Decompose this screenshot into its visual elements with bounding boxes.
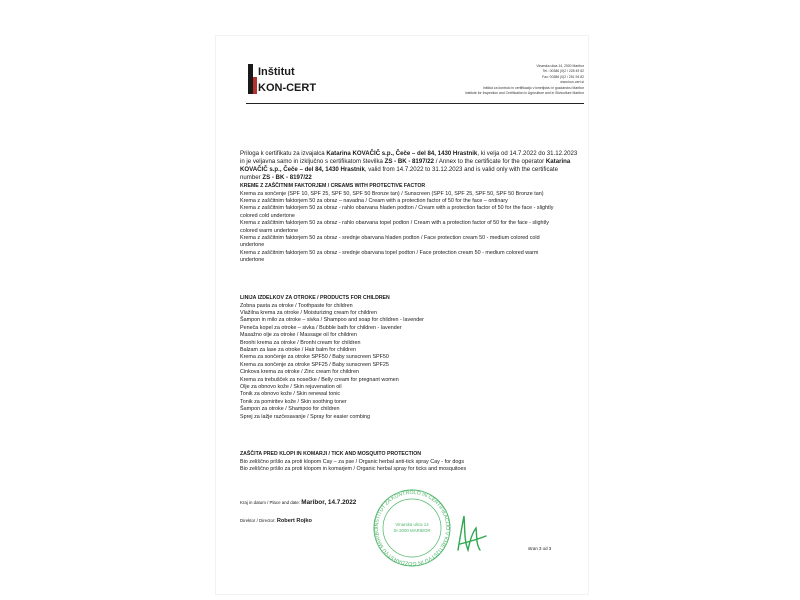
list-item: Krema z zaščitnim faktorjem 50 za obraz - srednje obarvana hladen podton / Face protection cream 50 - medium colored cold undertone xyxy=(240,234,540,249)
list-item: Krema z zaščitnim faktorjem 50 za obraz - rahlo obarvana hladen podton / Cream with a protection factor of 50 for the face - slightly colored cold undertone xyxy=(240,205,554,219)
intro-en-prefix: Annex to the certificate for the operator xyxy=(438,158,546,165)
list-item: Balzam za lase za otroke / Hair balm for children xyxy=(240,346,356,353)
list-item: Masažno olje za otroke / Massage oil for children xyxy=(240,332,357,339)
address: Vinarska ulica 14, 2000 Maribor xyxy=(536,64,584,68)
list-item: Šampon in milo za otroke – sivka / Shampoo and soap for children - lavender xyxy=(240,317,424,324)
section-title: LINIJA IZDELKOV ZA OTROKE / PRODUCTS FOR CHILDREN xyxy=(240,295,390,301)
list-item: Šampon za otroke / Shampoo for children xyxy=(240,406,340,413)
section-title: KREME Z ZAŠČITNIM FAKTORJEM / CREAMS WITH PROTECTIVE FACTOR xyxy=(240,183,426,189)
logo-line1: Inštitut xyxy=(258,66,295,78)
stamp-outer-text: INŠTITUT ZA KONTROLO IN CERTIFIKACIJO V KMETIJSTVU IN GOZDARSTVU MARIBO xyxy=(373,489,451,567)
logo-line2: KON-CERT xyxy=(258,82,317,94)
fax: Fax: 00386 (0)2 / 251 94 82 xyxy=(542,74,584,79)
list-item: Peneča kopel za otroke – sivka / Bubble bath for children - lavender xyxy=(240,324,402,331)
page-number: stran 3 od 3 xyxy=(528,546,552,551)
section-children xyxy=(240,295,562,421)
header-divider xyxy=(246,103,584,104)
place-and-date xyxy=(240,499,356,506)
list-item: Olje za obnovo kože / Skin rejuvenation oil xyxy=(240,383,342,390)
list-item: Krema za trebušček za nosečke / Belly cream for pregnant women xyxy=(240,376,399,383)
place-label: Kraj in datum / Place and date: xyxy=(240,500,302,505)
institute-name-en: Institute for Inspection and Certification in Agriculture and in Silviculture Maribor xyxy=(464,91,584,96)
place-value: Maribor, 14.7.2022 xyxy=(301,499,357,506)
list-item: Bronhi krema za otroke / Bronhi cream for children xyxy=(240,339,361,346)
list-item: Krema za sončenje za otroke SPF25 / Baby sunscreen SPF25 xyxy=(240,361,389,368)
list-item: Tonik za pomiritev kože / Skin soothing toner xyxy=(240,398,347,405)
list-item: Cinkova krema za otroke / Zinc cream for children xyxy=(240,369,359,376)
certificate-number-en: ZS - BK - 8197/22 xyxy=(262,174,312,181)
list-item: Krema za sončenje za otroke SPF50 / Baby sunscreen SPF50 xyxy=(240,354,389,361)
list-item: Krema z zaščitnim faktorjem 50 za obraz - srednje obarvana topel podton / Face protection cream 50 - medium colored warm undertone xyxy=(240,249,539,264)
intro-sl-prefix: Priloga k certifikatu za izvajalca xyxy=(240,150,327,157)
director-signature xyxy=(446,510,494,556)
official-stamp xyxy=(366,488,458,568)
list-item: Bio zeliščno pršilo za proti klopom Cay – za pse / Organic herbal anti-tick spray Cay - for dogs xyxy=(240,458,465,465)
list-item: Bio zeliščno pršilo za proti klopom in komarjem / Organic herbal spray for ticks and mosquitoes xyxy=(240,465,467,472)
operator-name: Katarina KOVAČIČ s.p., Čeče – del 84, 1430 Hrastnik xyxy=(326,150,478,157)
institute-name-sl: Inštitut za kontrolo in certifikacijo v kmetijstvu in gozdarstvu Maribor xyxy=(482,85,584,90)
list-item: Tonik za obnovo kože / Skin renewal tonic xyxy=(240,391,341,398)
list-item: Sprej za lažje razčesavanje / Spray for easier combing xyxy=(240,413,371,420)
list-item: Krema z zaščitnim faktorjem 50 za obraz – navadna / Cream with a protection factor of 50 for the face – ordinary xyxy=(240,197,508,204)
director xyxy=(240,518,312,524)
list-item: Vlažilna krema za otroke / Moisturizing cream for children xyxy=(240,309,377,316)
stamp-inner-line1: Vinarska ulica 14 xyxy=(395,522,429,527)
section-creams xyxy=(240,183,562,265)
stamp-inner-line2: SI-2000 MARIBOR xyxy=(393,528,431,533)
intro-sl-suffix: / xyxy=(434,158,438,165)
intro-paragraph xyxy=(240,150,580,182)
certificate-number: ZS - BK - 8197/22 xyxy=(384,158,435,165)
intro-en-mid: , valid from 14.7.2022 to 31.12.2023 and is valid only with the certificate number xyxy=(240,166,558,181)
list-item: Zobna pasta za otroke / Toothpaste for children xyxy=(240,302,353,309)
section-ticks xyxy=(240,451,562,473)
telephone: Tel.: 00386 (0)2 / 228 49 52 xyxy=(542,69,584,74)
list-item: Krema z zaščitnim faktorjem 50 za obraz - rahlo obarvana topel podton / Cream with a protection factor of 50 for the face - slightly colored warm undertone xyxy=(240,220,549,234)
director-label: Direktor / Director: xyxy=(240,518,277,523)
operator-name-en: Katarina KOVAČIČ s.p., Čeče – del 84, 1430 Hrastnik xyxy=(240,158,571,173)
list-item: Krema za sončenje (SPF 10, SPF 25, SPF 50, SPF 50 Bronze tan) / Sunscreen (SPF 10, SPF 25, SPF 50, SPF 50 Bronze tan) xyxy=(240,190,544,197)
website: www.kon-cert.si xyxy=(560,80,584,85)
section-title: ZAŠČITA PRED KLOPI IN KOMARJI / TICK AND MOSQUITO PROTECTION xyxy=(240,451,421,457)
contact-block xyxy=(454,64,584,96)
director-name: Robert Rojko xyxy=(276,518,312,524)
kon-cert-logo xyxy=(248,62,317,96)
intro-sl-mid: , ki velja od 14.7.2022 do 31.12.2023 in je veljavna samo in izključno s certifikatom številka xyxy=(240,150,578,165)
